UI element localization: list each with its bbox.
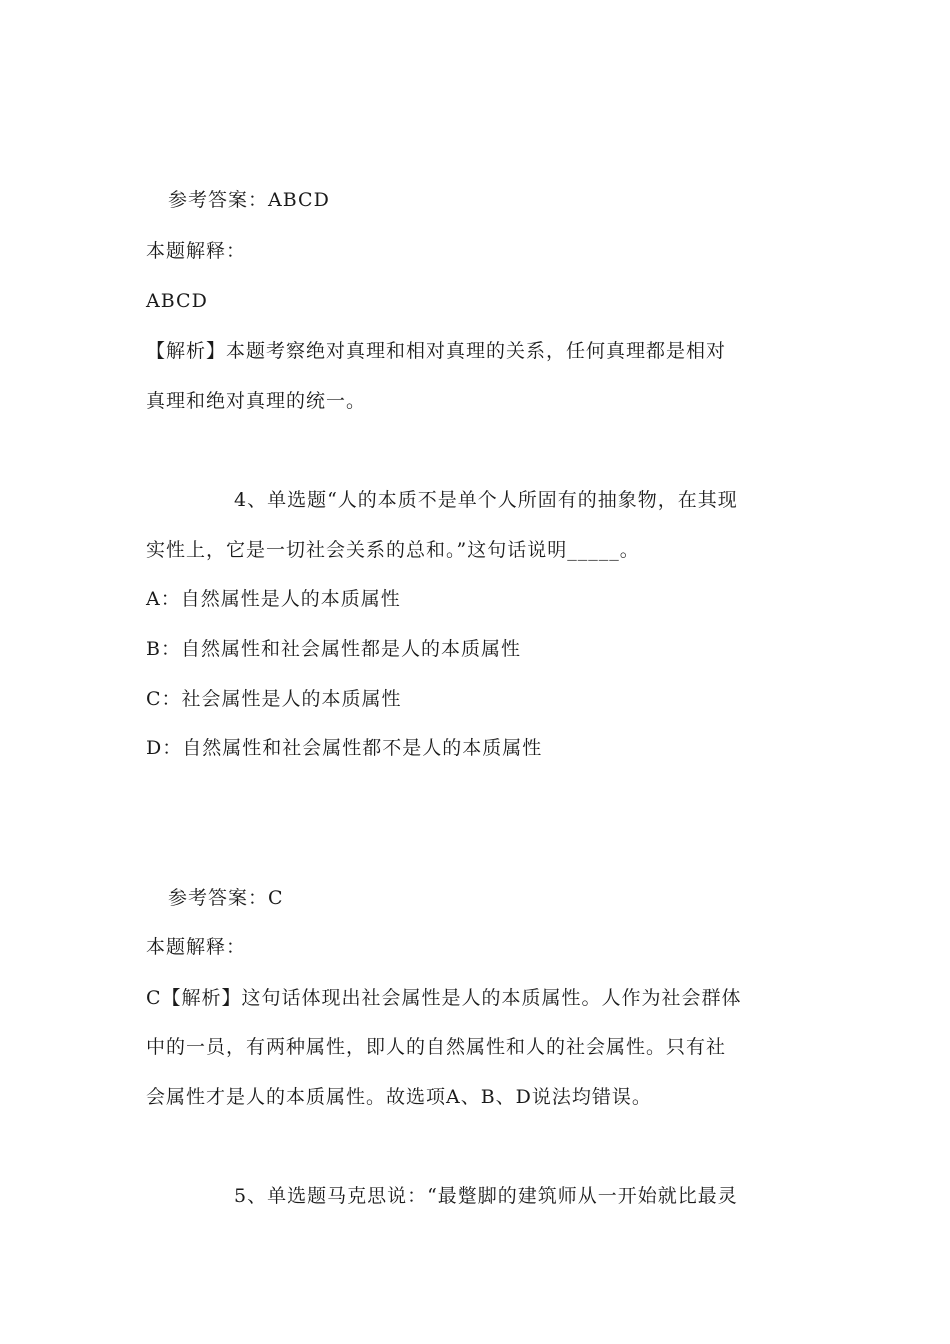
q3-explanation-line1: 【解析】本题考察绝对真理和相对真理的关系，任何真理都是相对 [146,340,727,362]
q4-option-d: D：自然属性和社会属性都不是人的本质属性 [146,737,543,759]
q5-stem-line1: 5、单选题马克思说：“最蹩脚的建筑师从一开始就比最灵 [234,1185,738,1207]
q4-option-a: A：自然属性是人的本质属性 [146,588,401,610]
q4-answer-label: 参考答案：C [168,887,284,909]
q3-answer-label: 参考答案：ABCD [168,189,330,211]
q3-explain-label: 本题解释： [146,240,247,262]
q4-explanation-line1: C【解析】这句话体现出社会属性是人的本质属性。人作为社会群体 [146,987,742,1009]
q4-stem-line2: 实性上，它是一切社会关系的总和。”这句话说明_____。 [146,539,640,561]
q4-option-c: C：社会属性是人的本质属性 [146,688,402,710]
q3-explanation-line2: 真理和绝对真理的统一。 [146,390,367,412]
q4-explanation-line2: 中的一员，有两种属性，即人的自然属性和人的社会属性。只有社 [146,1036,727,1058]
q4-stem-line1: 4、单选题“人的本质不是单个人所固有的抽象物，在其现 [234,489,738,511]
q4-explain-label: 本题解释： [146,936,247,958]
q4-option-b: B：自然属性和社会属性都是人的本质属性 [146,638,521,660]
q4-explanation-line3: 会属性才是人的本质属性。故选项A、B、D说法均错误。 [146,1086,652,1108]
q3-answer-repeat: ABCD [146,290,208,312]
